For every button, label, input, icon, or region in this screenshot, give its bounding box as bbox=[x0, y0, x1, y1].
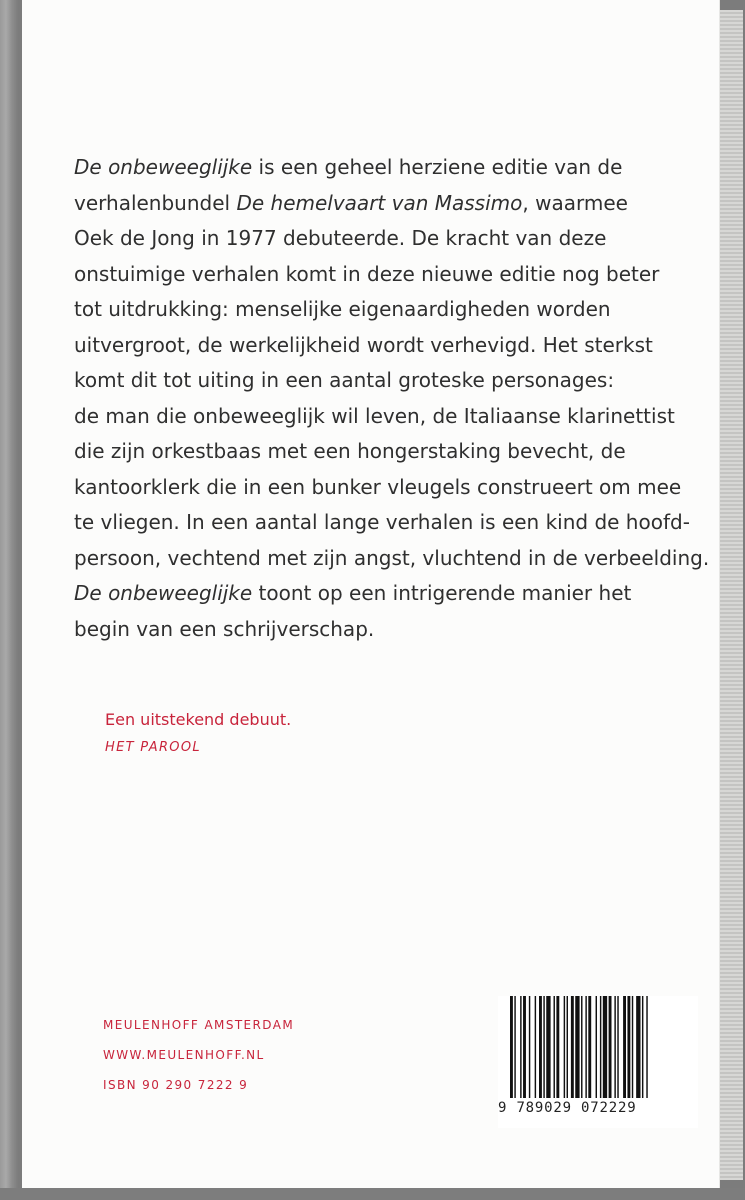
barcode-bar bbox=[539, 996, 542, 1098]
blurb-segment: toont op een intrigerende manier het bbox=[252, 581, 632, 605]
blurb-line bbox=[74, 257, 694, 293]
quote-text: Een uitstekend debuut. bbox=[105, 710, 292, 729]
barcode-bar bbox=[554, 996, 555, 1098]
blurb-title-italic: De hemelvaart van Massimo bbox=[236, 190, 523, 215]
blurb-line bbox=[74, 434, 694, 470]
barcode-bar bbox=[588, 996, 591, 1098]
barcode-bar bbox=[514, 996, 515, 1098]
blurb-segment: , waarmee bbox=[522, 190, 628, 215]
barcode-bar bbox=[543, 996, 544, 1098]
blurb-line bbox=[74, 292, 694, 328]
barcode-bar bbox=[529, 996, 530, 1098]
blurb-segment: persoon, vechtend met zijn angst, vluchtend in de verbeelding. bbox=[74, 545, 710, 570]
blurb-segment: de man die onbeweeglijk wil leven, de Italiaanse klarinettist bbox=[74, 403, 675, 428]
barcode-bar bbox=[596, 996, 597, 1098]
barcode-bar bbox=[642, 996, 643, 1098]
publisher-info bbox=[103, 1010, 294, 1100]
blurb-line bbox=[74, 470, 694, 506]
barcode-bar bbox=[523, 996, 526, 1098]
barcode-bar bbox=[546, 996, 550, 1098]
blurb-line bbox=[74, 328, 694, 364]
barcode-bars bbox=[510, 996, 694, 1098]
blurb-segment: begin van een schrijverschap. bbox=[74, 616, 375, 641]
blurb-segment: tot uitdrukking: menselijke eigenaardigheden worden bbox=[74, 297, 611, 321]
publisher-name: MEULENHOFF AMSTERDAM bbox=[103, 1018, 295, 1032]
barcode-bar bbox=[632, 996, 633, 1098]
barcode-bar bbox=[600, 996, 601, 1098]
blurb-segment: verhalenbundel bbox=[74, 190, 237, 215]
barcode-bar bbox=[520, 996, 521, 1098]
barcode-bar bbox=[575, 996, 579, 1098]
barcode-bar bbox=[603, 996, 607, 1098]
barcode-bar bbox=[609, 996, 612, 1098]
barcode-bar bbox=[567, 996, 568, 1098]
blurb-segment: Oek de Jong in 1977 debuteerde. De kracht van deze bbox=[74, 226, 607, 250]
review-quote bbox=[105, 706, 291, 762]
barcode-bar bbox=[636, 996, 640, 1098]
blurb-line bbox=[74, 576, 694, 612]
isbn-number: ISBN 90 290 7222 9 bbox=[103, 1078, 249, 1092]
barcode-bar bbox=[510, 996, 513, 1098]
blurb-segment: kantoorklerk die in een bunker vleugels construeert om mee bbox=[74, 474, 682, 499]
blurb-line bbox=[74, 150, 694, 186]
barcode-bar bbox=[585, 996, 586, 1098]
blurb-line bbox=[74, 541, 710, 577]
blurb-line bbox=[74, 505, 694, 541]
blurb-line bbox=[74, 221, 694, 257]
blurb-segment: te vliegen. In een aantal lange verhalen is een kind de hoofd- bbox=[74, 510, 690, 534]
blurb-line bbox=[74, 363, 694, 399]
blurb-line bbox=[74, 399, 694, 435]
blurb-line bbox=[74, 612, 694, 648]
blurb-segment: onstuimige verhalen komt in deze nieuwe editie nog beter bbox=[74, 261, 660, 286]
barcode-bar bbox=[571, 996, 574, 1098]
barcode-bar bbox=[556, 996, 559, 1098]
bottom-shadow bbox=[0, 1188, 745, 1200]
blurb-title-italic: De onbeweeglijke bbox=[74, 155, 253, 179]
barcode-bar bbox=[564, 996, 565, 1098]
blurb-line bbox=[74, 186, 694, 222]
publisher-website: WWW.MEULENHOFF.NL bbox=[103, 1048, 265, 1062]
quote-source: HET PAROOL bbox=[105, 740, 201, 755]
barcode-bar bbox=[581, 996, 582, 1098]
blurb-segment: die zijn orkestbaas met een hongerstaking bevecht, de bbox=[74, 439, 626, 463]
blurb-segment: is een geheel herziene editie van de bbox=[252, 155, 623, 179]
barcode-bar bbox=[627, 996, 630, 1098]
barcode-bar bbox=[617, 996, 618, 1098]
barcode-bar bbox=[614, 996, 615, 1098]
barcode-bar bbox=[646, 996, 647, 1098]
blurb-title-italic: De onbeweeglijke bbox=[74, 581, 253, 605]
barcode-digits: 9 789029 072229 bbox=[498, 1100, 637, 1116]
barcode-bar bbox=[535, 996, 536, 1098]
blurb-segment: komt dit tot uiting in een aantal groteske personages: bbox=[74, 368, 615, 392]
blurb-segment: uitvergroot, de werkelijkheid wordt verhevigd. Het sterkst bbox=[74, 332, 653, 357]
barcode-bar bbox=[623, 996, 626, 1098]
barcode bbox=[498, 996, 698, 1128]
page-edges bbox=[719, 10, 743, 1180]
blurb-text bbox=[74, 150, 710, 647]
